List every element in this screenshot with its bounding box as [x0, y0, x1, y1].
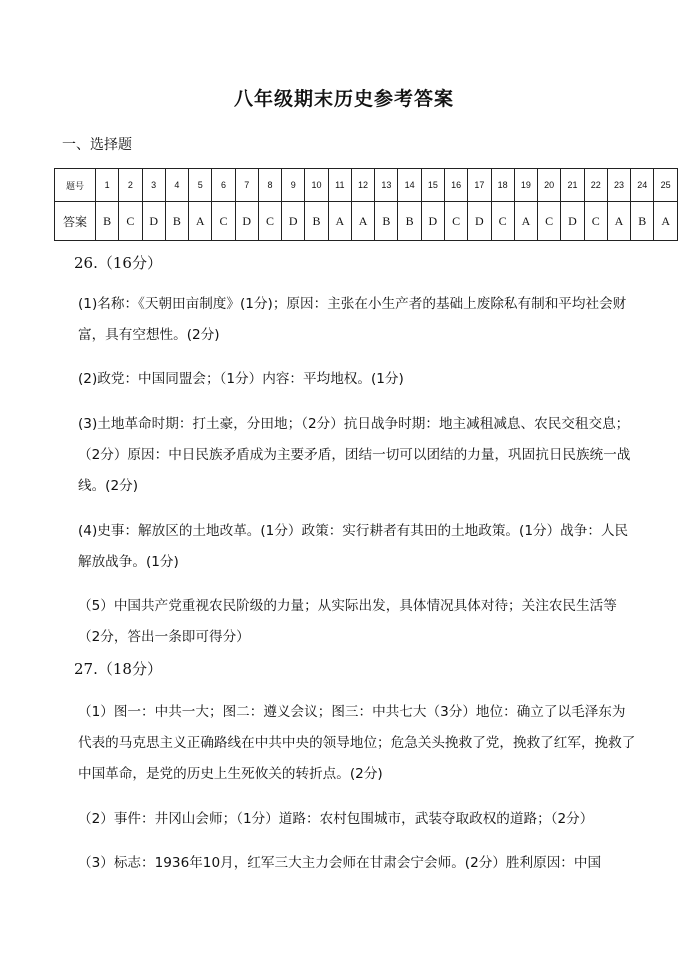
answer-cell: C: [212, 202, 235, 241]
answer-cell: D: [421, 202, 444, 241]
answer-cell: B: [165, 202, 188, 241]
answer-cell: C: [538, 202, 561, 241]
row-header-number: 题号: [55, 169, 96, 202]
question-26-header: 26.（16分）: [74, 254, 162, 272]
answer-cell: B: [398, 202, 421, 241]
question-number-cell: 5: [189, 169, 212, 202]
answer-cell: D: [142, 202, 165, 241]
answer-cell: A: [607, 202, 630, 241]
answer-table: [54, 168, 678, 241]
question-number-cell: 24: [631, 169, 654, 202]
answer-cell: A: [654, 202, 678, 241]
q27-part1: （1）图一：中共一大；图二：遵义会议；图三：中共七大（3分）地位：确立了以毛泽东为代表的马克思主义正确路线在中共中央的领导地位；危急关头挽救了党，挽救了红军，挽救了中国革命，是党的历史上生死攸关的转折点。(2分): [78, 704, 636, 782]
answer-cell: B: [96, 202, 119, 241]
question-number-cell: 25: [654, 169, 678, 202]
answer-cell: C: [258, 202, 281, 241]
question-number-cell: 14: [398, 169, 421, 202]
answer-cell: C: [119, 202, 142, 241]
section-heading-choice: 一、选择题: [62, 137, 132, 153]
question-27-header: 27.（18分）: [74, 660, 162, 678]
question-number-cell: 6: [212, 169, 235, 202]
question-number-cell: 16: [444, 169, 467, 202]
question-number-cell: 3: [142, 169, 165, 202]
question-number-cell: 17: [468, 169, 491, 202]
question-number-row: [55, 169, 678, 202]
answer-cell: D: [561, 202, 584, 241]
question-number-cell: 15: [421, 169, 444, 202]
answer-row: [55, 202, 678, 241]
question-number-cell: 11: [328, 169, 351, 202]
question-number-cell: 1: [96, 169, 119, 202]
question-number-cell: 10: [305, 169, 328, 202]
question-number-cell: 13: [375, 169, 398, 202]
answer-cell: D: [282, 202, 305, 241]
answer-cell: D: [468, 202, 491, 241]
question-number-cell: 23: [607, 169, 630, 202]
question-number-cell: 7: [235, 169, 258, 202]
answer-cell: A: [351, 202, 374, 241]
q26-part1: (1)名称：《天朝田亩制度》(1分)；原因：主张在小生产者的基础上废除私有制和平均社会财富，具有空想性。(2分): [78, 296, 627, 343]
question-number-cell: 9: [282, 169, 305, 202]
answer-cell: D: [235, 202, 258, 241]
answer-cell: C: [491, 202, 514, 241]
question-number-cell: 21: [561, 169, 584, 202]
answer-cell: B: [375, 202, 398, 241]
question-number-cell: 4: [165, 169, 188, 202]
question-number-cell: 18: [491, 169, 514, 202]
question-number-cell: 19: [514, 169, 537, 202]
q26-part4: (4)史事：解放区的土地改革。(1分）政策：实行耕者有其田的土地政策。(1分）战争：人民解放战争。(1分): [78, 523, 629, 570]
question-number-cell: 20: [538, 169, 561, 202]
answer-cell: B: [631, 202, 654, 241]
page-title: 八年级期末历史参考答案: [233, 88, 454, 110]
q27-part3: （3）标志：1936年10月，红军三大主力会师在甘肃会宁会师。(2分）胜利原因：中国: [78, 855, 602, 871]
question-number-cell: 8: [258, 169, 281, 202]
row-header-answer: 答案: [55, 202, 96, 241]
answer-cell: B: [305, 202, 328, 241]
answer-cell: A: [328, 202, 351, 241]
q26-part3: (3)土地革命时期：打土豪，分田地；（2分）抗日战争时期：地主减租减息、农民交租交息；（2分）原因：中日民族矛盾成为主要矛盾，团结一切可以团结的力量，巩固抗日民族统一战线。(2分): [78, 416, 631, 494]
answer-cell: A: [189, 202, 212, 241]
q26-part5: （5）中国共产党重视农民阶级的力量；从实际出发，具体情况具体对待；关注农民生活等（2分，答出一条即可得分）: [78, 598, 617, 645]
q26-part2: (2)政党：中国同盟会；（1分）内容：平均地权。(1分): [78, 371, 404, 387]
question-number-cell: 12: [351, 169, 374, 202]
answer-cell: C: [584, 202, 607, 241]
q27-part2: （2）事件：井冈山会师；（1分）道路：农村包围城市，武装夺取政权的道路；（2分）: [78, 811, 594, 827]
answer-cell: A: [514, 202, 537, 241]
question-number-cell: 2: [119, 169, 142, 202]
question-number-cell: 22: [584, 169, 607, 202]
answer-cell: C: [444, 202, 467, 241]
